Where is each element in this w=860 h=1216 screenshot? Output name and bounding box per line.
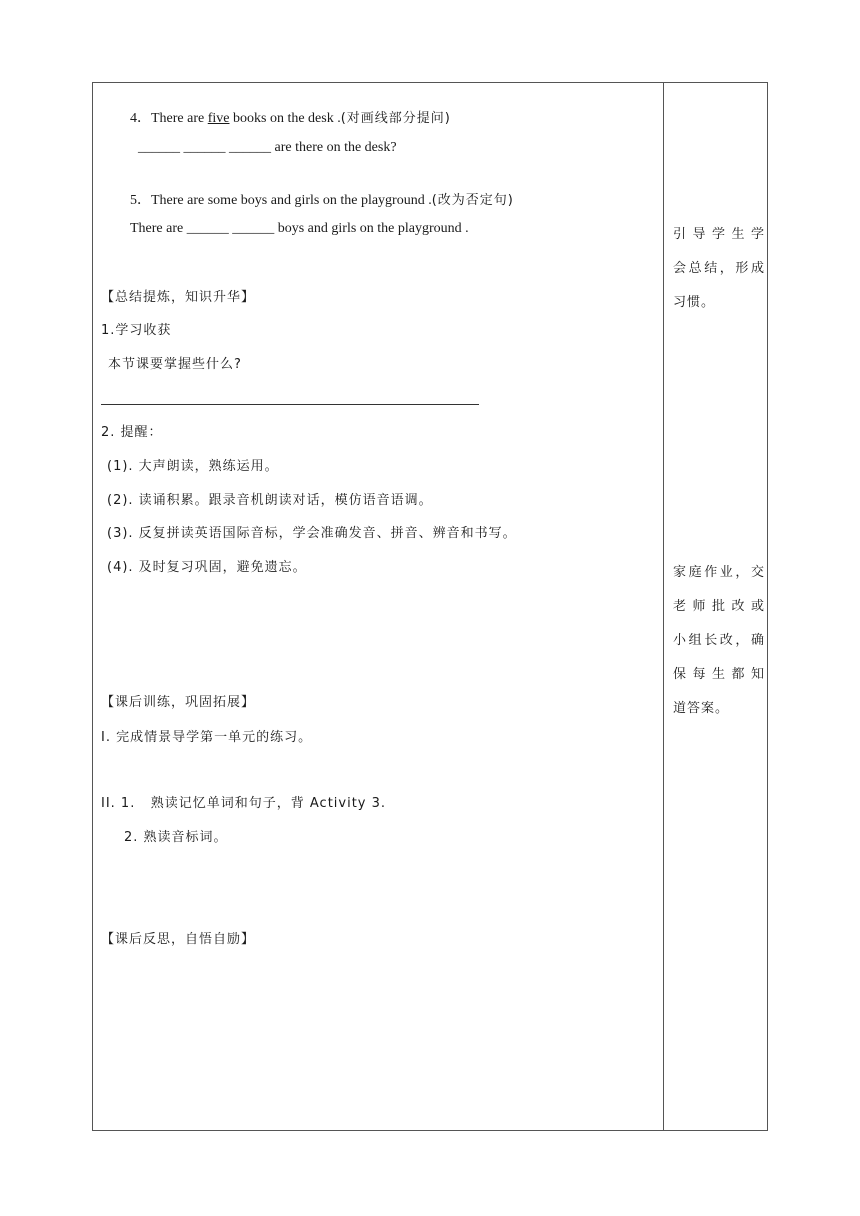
- reflection-heading: 【课后反思，自悟自励】: [101, 932, 256, 947]
- summary-heading: 【总结提炼，知识升华】: [101, 290, 256, 305]
- homework-heading: 【课后训练，巩固拓展】: [101, 695, 256, 710]
- reminder-item: (4). 及时复习巩固，避免遗忘。: [107, 560, 307, 575]
- exercise-text: books on the desk .: [229, 111, 341, 126]
- exercise-number: 5．: [130, 193, 151, 208]
- sidebar-note-line: 会总结，形成: [673, 261, 765, 276]
- exercise-number: 4．: [130, 111, 151, 126]
- column-divider: [663, 82, 664, 1131]
- answer-line: [101, 404, 479, 405]
- sidebar-note-line: 保每生都知: [673, 667, 765, 682]
- reminder-item: (1). 大声朗读，熟练运用。: [107, 459, 279, 474]
- sidebar-note-line: 引导学生学: [673, 227, 765, 242]
- lesson-table: [92, 82, 768, 1131]
- summary-item-1: 1.学习收获: [101, 323, 172, 338]
- sidebar-note-line: 家庭作业，交: [673, 565, 765, 580]
- sidebar-note-line: 小组长改，确: [673, 633, 765, 648]
- sidebar-note-line: 习惯。: [673, 295, 716, 310]
- summary-question: 本节课要掌握些什么?: [108, 357, 242, 372]
- exercise-instruction: (改为否定句): [431, 193, 514, 208]
- sidebar-note-summary: [673, 218, 765, 320]
- homework-item-text: 熟读记忆单词和句子，背 Activity 3.: [150, 796, 387, 811]
- sidebar-note-homework: [673, 556, 765, 726]
- reminder-item: (3). 反复拼读英语国际音标，学会准确发音、拼音、辨音和书写。: [107, 526, 517, 541]
- homework-item-3: 2. 熟读音标词。: [124, 830, 228, 845]
- summary-item-2: 2. 提醒：: [101, 425, 163, 440]
- underlined-word: five: [207, 111, 230, 126]
- exercise-text: There are: [151, 111, 208, 126]
- exercise-5-answer: There are ______ ______ boys and girls on the playground .: [130, 221, 469, 236]
- exercise-5: [130, 192, 514, 210]
- exercise-4-answer: ______ ______ ______ are there on the desk?: [138, 140, 397, 155]
- exercise-4: [130, 110, 451, 128]
- homework-item-1: I. 完成情景导学第一单元的练习。: [101, 730, 313, 745]
- homework-item-2: [101, 795, 386, 813]
- exercise-text: There are some boys and girls on the playground .: [151, 193, 432, 208]
- reminder-item: (2). 读诵积累。跟录音机朗读对话，模仿语音语调。: [107, 493, 433, 508]
- sidebar-note-line: 老师批改或: [673, 599, 765, 614]
- exercise-instruction: (对画线部分提问): [340, 111, 451, 126]
- homework-item-number: II. 1.: [101, 796, 136, 811]
- sidebar-note-line: 道答案。: [673, 701, 730, 716]
